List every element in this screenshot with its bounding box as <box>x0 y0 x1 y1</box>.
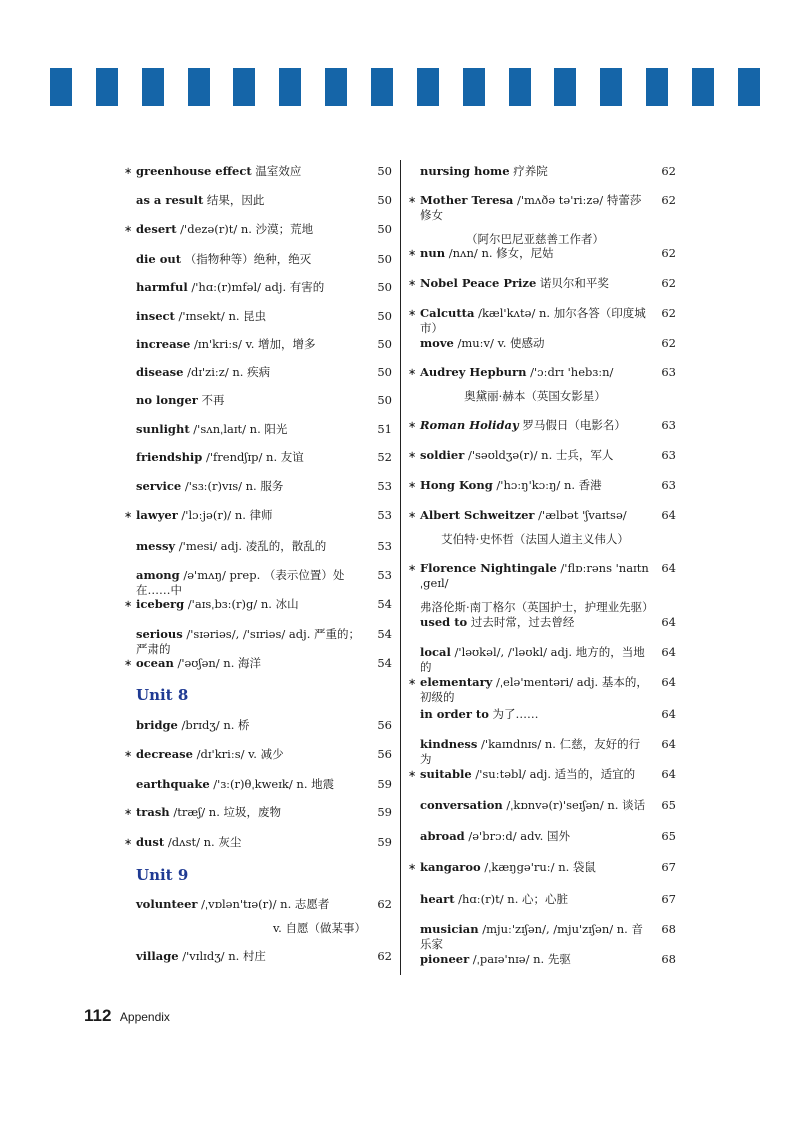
vocab-page-ref: 59 <box>377 805 392 819</box>
vocab-definition: /'dezə(r)t/ n. 沙漠；荒地 <box>176 222 314 236</box>
vocab-word: Calcutta <box>420 306 475 320</box>
vocab-page-ref: 64 <box>661 707 676 721</box>
vocab-definition: /'sɪəriəs/, /'sɪriəs/ adj. 严重的；严肃的 <box>136 627 361 656</box>
vocab-word: nun <box>420 246 446 260</box>
vocab-word: bridge <box>136 718 178 732</box>
vocab-word: Albert Schweitzer <box>420 508 535 522</box>
vocab-entry <box>124 627 392 657</box>
vocab-page-ref: 62 <box>377 897 392 911</box>
vocab-definition: /dɪ'ziːz/ n. 疾病 <box>183 365 271 379</box>
vocab-definition: /ˌkæŋgə'ruː/ n. 袋鼠 <box>480 860 596 874</box>
vocab-definition: /ɪn'kriːs/ v. 增加，增多 <box>190 337 316 351</box>
vocab-page-ref: 62 <box>377 949 392 963</box>
vocab-definition: /muːv/ v. 使感动 <box>453 336 545 350</box>
vocab-page-ref: 54 <box>377 656 392 670</box>
vocab-definition: /'sɜː(r)vɪs/ n. 服务 <box>181 479 284 493</box>
vocab-word: Nobel Peace Prize <box>420 276 537 290</box>
vocab-word: nursing home <box>420 164 510 178</box>
vocab-entry <box>124 479 392 494</box>
key-word-marker: ∗ <box>408 195 417 206</box>
vocab-definition: /'frendʃɪp/ n. 友谊 <box>202 450 304 464</box>
vocab-page-ref: 64 <box>661 508 676 522</box>
vocab-definition: 温室效应 <box>251 164 302 178</box>
key-word-marker: ∗ <box>408 510 417 521</box>
vocab-entry <box>408 448 676 463</box>
vocab-entry <box>408 306 676 336</box>
key-word-marker: ∗ <box>124 166 133 177</box>
vocab-entry <box>408 336 676 351</box>
vocab-definition: 罗马假日（电影名） <box>518 418 626 432</box>
vocab-definition: /træʃ/ n. 垃圾，废物 <box>169 805 281 819</box>
vocab-entry <box>124 365 392 380</box>
vocab-page-ref: 63 <box>661 478 676 492</box>
vocab-definition: 疗养院 <box>509 164 548 178</box>
vocab-entry <box>408 276 676 291</box>
unit-heading: Unit 8 <box>136 686 189 704</box>
vocab-entry <box>408 508 676 547</box>
vocab-word: abroad <box>420 829 465 843</box>
vocab-entry <box>408 615 676 630</box>
key-word-marker: ∗ <box>408 480 417 491</box>
vocab-word: pioneer <box>420 952 470 966</box>
vocab-page-ref: 50 <box>377 309 392 323</box>
vocab-word: friendship <box>136 450 203 464</box>
header-square <box>738 68 760 106</box>
vocab-entry <box>408 767 676 782</box>
vocab-word: village <box>136 949 179 963</box>
vocab-page-ref: 51 <box>377 422 392 436</box>
key-word-marker: ∗ <box>408 769 417 780</box>
vocab-definition: /'vɪlɪdʒ/ n. 村庄 <box>178 949 266 963</box>
vocab-page-ref: 67 <box>661 892 676 906</box>
vocab-definition: /'ɪnsekt/ n. 昆虫 <box>174 309 267 323</box>
vocab-definition: /brɪdʒ/ n. 桥 <box>177 718 250 732</box>
key-word-marker: ∗ <box>408 308 417 319</box>
vocab-definition: /'mʌðə tə'riːzə/ 特蕾莎修女 <box>420 193 642 222</box>
vocab-definition-continued: v. 自愿（做某事） <box>273 921 366 935</box>
vocab-word: dust <box>136 835 165 849</box>
vocab-definition: 诺贝尔和平奖 <box>536 276 609 290</box>
vocab-page-ref: 62 <box>661 246 676 260</box>
key-word-marker: ∗ <box>408 677 417 688</box>
vocab-definition: /nʌn/ n. 修女，尼姑 <box>445 246 554 260</box>
vocab-word: conversation <box>420 798 503 812</box>
vocab-entry <box>408 707 676 722</box>
vocab-page-ref: 56 <box>377 718 392 732</box>
key-word-marker: ∗ <box>124 749 133 760</box>
vocab-entry <box>124 568 392 598</box>
vocab-page-ref: 64 <box>661 675 676 689</box>
vocab-definition-continued: （阿尔巴尼亚慈善工作者） <box>466 232 604 246</box>
header-square <box>600 68 622 106</box>
vocab-definition: /mjuː'zɪʃən/, /mju'zɪʃən/ n. 音乐家 <box>420 922 643 951</box>
header-square <box>463 68 485 106</box>
vocab-page-ref: 62 <box>661 336 676 350</box>
vocab-entry <box>408 645 676 675</box>
vocab-word: move <box>420 336 454 350</box>
vocab-page-ref: 63 <box>661 448 676 462</box>
vocab-word: iceberg <box>136 597 185 611</box>
key-word-marker: ∗ <box>408 420 417 431</box>
vocab-entry <box>124 193 392 208</box>
header-square <box>188 68 210 106</box>
vocab-word: soldier <box>420 448 465 462</box>
vocab-entry <box>408 164 676 179</box>
vocab-word: lawyer <box>136 508 178 522</box>
vocab-page-ref: 53 <box>377 568 392 582</box>
key-word-marker: ∗ <box>124 599 133 610</box>
vocab-word: ocean <box>136 656 174 670</box>
vocab-entry <box>124 222 392 237</box>
vocab-definition: /'suːtəbl/ adj. 适当的，适宜的 <box>471 767 636 781</box>
vocab-definition: /'ləʊkəl/, /'ləʊkl/ adj. 地方的，当地的 <box>420 645 645 674</box>
vocab-definition: /'səʊldʒə(r)/ n. 士兵，军人 <box>464 448 614 462</box>
page-footer <box>84 1006 170 1026</box>
vocab-entry <box>124 897 392 936</box>
vocab-page-ref: 53 <box>377 508 392 522</box>
vocab-definition-continued: 艾伯特·史怀哲（法国人道主义伟人） <box>441 532 629 546</box>
vocab-entry <box>408 478 676 493</box>
vocab-page-ref: 68 <box>661 952 676 966</box>
vocab-word: elementary <box>420 675 493 689</box>
vocab-definition: 结果，因此 <box>203 193 265 207</box>
vocab-word: greenhouse effect <box>136 164 252 178</box>
vocab-word: kangaroo <box>420 860 481 874</box>
vocab-entry <box>408 829 676 844</box>
vocab-word: among <box>136 568 180 582</box>
vocab-entry <box>408 561 676 615</box>
vocab-definition: /'mesi/ adj. 凌乱的，散乱的 <box>175 539 327 553</box>
footer-label: Appendix <box>119 1010 170 1024</box>
vocab-page-ref: 63 <box>661 418 676 432</box>
vocab-page-ref: 50 <box>377 280 392 294</box>
header-square <box>142 68 164 106</box>
vocab-page-ref: 65 <box>661 829 676 843</box>
vocab-entry <box>124 777 392 792</box>
vocab-page-ref: 64 <box>661 561 676 575</box>
vocab-page-ref: 50 <box>377 393 392 407</box>
vocab-definition: 不再 <box>197 393 225 407</box>
vocab-definition: /'lɔːjə(r)/ n. 律师 <box>177 508 273 522</box>
vocab-definition-continued: 奥黛丽·赫本（英国女影星） <box>464 389 606 403</box>
vocab-definition: /hɑː(r)t/ n. 心；心脏 <box>454 892 569 906</box>
vocab-page-ref: 65 <box>661 798 676 812</box>
key-word-marker: ∗ <box>408 367 417 378</box>
vocab-entry <box>124 337 392 352</box>
vocab-entry <box>408 860 676 875</box>
vocab-entry <box>124 252 392 267</box>
vocab-word: volunteer <box>136 897 198 911</box>
key-word-marker: ∗ <box>408 450 417 461</box>
vocab-entry <box>124 450 392 465</box>
vocab-word: decrease <box>136 747 193 761</box>
vocab-definition: /ˌpaɪə'nɪə/ n. 先驱 <box>469 952 571 966</box>
key-word-marker: ∗ <box>124 510 133 521</box>
vocab-word: kindness <box>420 737 478 751</box>
header-square <box>509 68 531 106</box>
vocab-word: musician <box>420 922 479 936</box>
vocab-page-ref: 50 <box>377 252 392 266</box>
vocab-word: suitable <box>420 767 472 781</box>
vocab-entry <box>124 949 392 964</box>
key-word-marker: ∗ <box>408 278 417 289</box>
key-word-marker: ∗ <box>124 658 133 669</box>
header-square <box>279 68 301 106</box>
header-square <box>325 68 347 106</box>
header-square <box>554 68 576 106</box>
vocab-page-ref: 62 <box>661 276 676 290</box>
key-word-marker: ∗ <box>408 862 417 873</box>
vocab-definition: /'kaɪndnɪs/ n. 仁慈，友好的行为 <box>420 737 641 766</box>
vocab-definition: /ˌvɒlən'tɪə(r)/ n. 志愿者 <box>197 897 330 911</box>
vocab-word: earthquake <box>136 777 210 791</box>
vocab-page-ref: 56 <box>377 747 392 761</box>
vocab-page-ref: 59 <box>377 835 392 849</box>
vocab-definition: /'ælbət 'ʃvaɪtsə/ <box>534 508 627 522</box>
vocab-page-ref: 50 <box>377 222 392 236</box>
vocab-word: as a result <box>136 193 204 207</box>
vocab-word: harmful <box>136 280 188 294</box>
vocab-word: trash <box>136 805 170 819</box>
vocab-entry <box>408 193 676 247</box>
vocab-word: serious <box>136 627 183 641</box>
vocab-entry <box>408 798 676 813</box>
vocab-entry <box>124 718 392 733</box>
key-word-marker: ∗ <box>408 563 417 574</box>
vocab-page-ref: 50 <box>377 337 392 351</box>
vocab-page-ref: 50 <box>377 365 392 379</box>
vocab-definition: /'sʌnˌlaɪt/ n. 阳光 <box>189 422 288 436</box>
vocab-word: messy <box>136 539 176 553</box>
vocab-page-ref: 64 <box>661 737 676 751</box>
key-word-marker: ∗ <box>124 807 133 818</box>
vocab-definition: /'əʊʃən/ n. 海洋 <box>173 656 262 670</box>
key-word-marker: ∗ <box>408 248 417 259</box>
vocab-entry <box>124 508 392 523</box>
vocab-page-ref: 52 <box>377 450 392 464</box>
vocab-entry <box>408 675 676 705</box>
vocab-entry <box>408 365 676 404</box>
vocab-definition: 过去时常，过去曾经 <box>467 615 575 629</box>
vocab-definition: /'flɒːrəns 'naɪtnˌgeɪl/ <box>420 561 649 590</box>
header-square <box>646 68 668 106</box>
vocab-page-ref: 53 <box>377 539 392 553</box>
vocab-entry <box>124 539 392 554</box>
vocab-page-ref: 54 <box>377 627 392 641</box>
vocab-definition: （指物种等）绝种，绝灭 <box>181 252 312 266</box>
vocab-page-ref: 53 <box>377 479 392 493</box>
vocab-word: Mother Teresa <box>420 193 514 207</box>
vocab-word: local <box>420 645 451 659</box>
header-square <box>417 68 439 106</box>
vocab-definition: /'hɔːŋ'kɔːŋ/ n. 香港 <box>492 478 602 492</box>
vocab-word: no longer <box>136 393 198 407</box>
vocab-definition: /dɪ'kriːs/ v. 减少 <box>192 747 284 761</box>
vocab-page-ref: 67 <box>661 860 676 874</box>
vocab-entry <box>124 835 392 850</box>
vocab-entry <box>408 246 676 261</box>
vocab-entry <box>124 747 392 762</box>
vocab-page-ref: 68 <box>661 922 676 936</box>
vocab-entry <box>124 280 392 295</box>
vocab-word: used to <box>420 615 468 629</box>
header-square <box>50 68 72 106</box>
vocab-page-ref: 64 <box>661 767 676 781</box>
vocab-word: sunlight <box>136 422 190 436</box>
vocab-page-ref: 62 <box>661 164 676 178</box>
vocab-entry <box>408 952 676 967</box>
vocab-page-ref: 62 <box>661 306 676 320</box>
vocab-entry <box>124 597 392 612</box>
vocab-word: disease <box>136 365 184 379</box>
vocab-definition: /ə'mʌŋ/ prep. （表示位置）处在……中 <box>136 568 345 597</box>
vocab-page-ref: 54 <box>377 597 392 611</box>
vocab-word: die out <box>136 252 182 266</box>
header-square <box>233 68 255 106</box>
vocab-definition: /dʌst/ n. 灰尘 <box>164 835 242 849</box>
vocab-entry <box>124 164 392 179</box>
vocab-definition: /ˌelə'mentəri/ adj. 基本的，初级的 <box>420 675 648 704</box>
vocab-word: increase <box>136 337 191 351</box>
vocab-word: service <box>136 479 182 493</box>
vocab-entry <box>124 309 392 324</box>
vocab-page-ref: 50 <box>377 193 392 207</box>
vocab-word: desert <box>136 222 177 236</box>
vocab-page-ref: 64 <box>661 645 676 659</box>
vocab-entry <box>408 418 676 433</box>
vocab-definition: /ə'brɔːd/ adv. 国外 <box>464 829 570 843</box>
vocab-word: Hong Kong <box>420 478 493 492</box>
vocab-entry <box>408 737 676 767</box>
key-word-marker: ∗ <box>124 224 133 235</box>
unit-heading: Unit 9 <box>136 866 189 884</box>
vocab-page-ref: 50 <box>377 164 392 178</box>
vocab-entry <box>408 922 676 952</box>
vocab-word: in order to <box>420 707 489 721</box>
vocab-page-ref: 64 <box>661 615 676 629</box>
page-number: 112 <box>84 1006 112 1025</box>
vocab-definition: 为了…… <box>488 707 539 721</box>
vocab-word: heart <box>420 892 455 906</box>
vocab-definition: /'ɜː(r)θˌkweɪk/ n. 地震 <box>209 777 335 791</box>
vocab-definition-continued: 弗洛伦斯·南丁格尔（英国护士，护理业先驱） <box>420 600 654 614</box>
vocab-entry <box>408 892 676 907</box>
header-square <box>692 68 714 106</box>
vocab-entry <box>124 422 392 437</box>
vocab-page-ref: 59 <box>377 777 392 791</box>
key-word-marker: ∗ <box>124 837 133 848</box>
vocab-definition: /'ɔːdrɪ 'hebɜːn/ <box>526 365 614 379</box>
vocab-word: Audrey Hepburn <box>420 365 527 379</box>
column-divider <box>400 160 401 975</box>
header-band <box>50 68 760 106</box>
vocab-definition: /ˌkɒnvə(r)'seɪʃən/ n. 谈话 <box>502 798 646 812</box>
header-square <box>371 68 393 106</box>
header-square <box>96 68 118 106</box>
vocab-page-ref: 62 <box>661 193 676 207</box>
vocab-definition: /kæl'kʌtə/ n. 加尔各答（印度城市） <box>420 306 646 335</box>
vocab-word: insect <box>136 309 175 323</box>
vocab-entry <box>124 805 392 820</box>
vocab-page-ref: 63 <box>661 365 676 379</box>
vocab-entry <box>124 393 392 408</box>
vocab-definition: /'aɪsˌbɜː(r)g/ n. 冰山 <box>184 597 299 611</box>
vocab-word: Florence Nightingale <box>420 561 557 575</box>
vocab-word: Roman Holiday <box>420 418 519 432</box>
vocab-definition: /'hɑː(r)mfəl/ adj. 有害的 <box>187 280 325 294</box>
vocab-entry <box>124 656 392 671</box>
